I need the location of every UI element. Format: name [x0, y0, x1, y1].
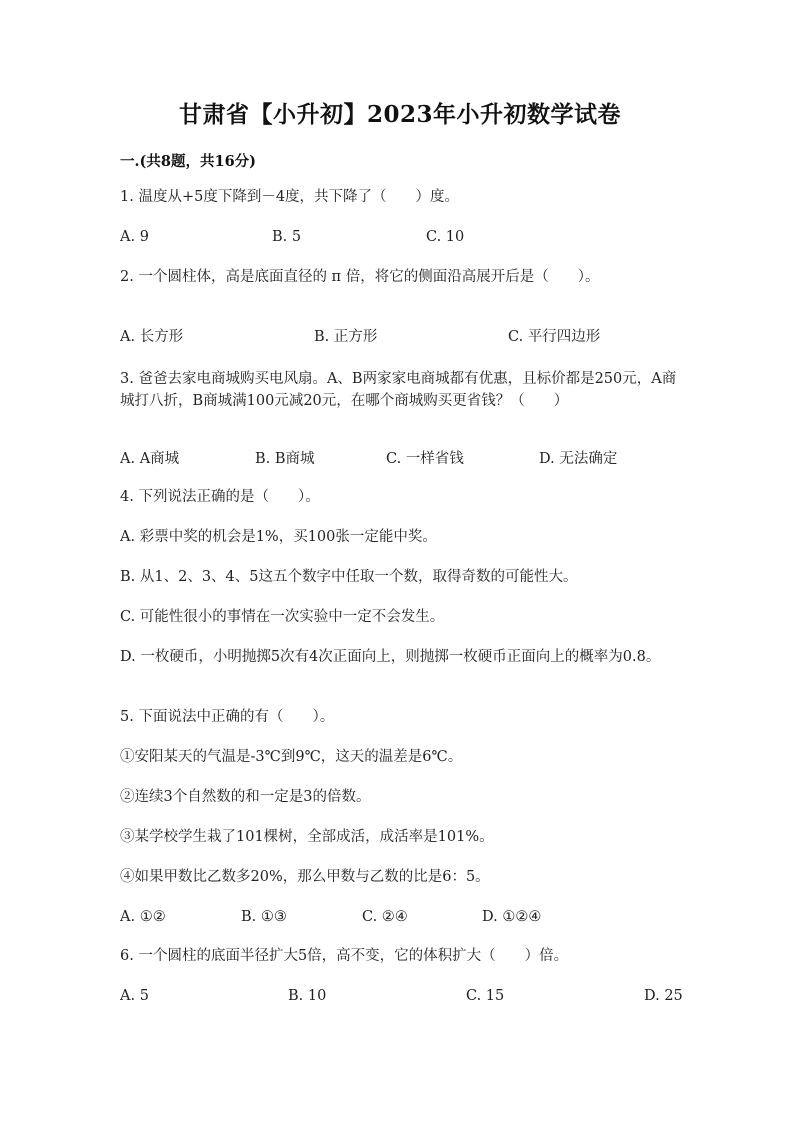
question-1-options: [120, 226, 680, 248]
question-6-stem: 6. 一个圆柱的底面半径扩大5倍，高不变，它的体积扩大（ ）倍。: [120, 948, 569, 964]
question-2-option-b: B. 正方形: [314, 329, 378, 345]
question-2-stem: 2. 一个圆柱体，高是底面直径的 π 倍，将它的侧面沿高展开后是（ ）。: [120, 269, 600, 285]
question-3-option-c: C. 一样省钱: [386, 451, 464, 467]
section-heading: 一.(共8题，共16分): [120, 153, 257, 170]
question-1-option-a: A. 9: [120, 229, 149, 245]
question-6-option-a: A. 5: [120, 988, 149, 1004]
question-5-option-d: D. ①②④: [482, 909, 542, 925]
question-5-statement-4: ④如果甲数比乙数多20%，那么甲数与乙数的比是6：5。: [120, 869, 490, 885]
question-4-option-c: C. 可能性很小的事情在一次实验中一定不会发生。: [120, 609, 445, 625]
question-4-option-a: A. 彩票中奖的机会是1%，买100张一定能中奖。: [120, 529, 437, 545]
question-6-option-b: B. 10: [288, 988, 327, 1004]
question-4-stem: 4. 下列说法正确的是（ ）。: [120, 489, 320, 505]
exam-title: 甘肃省【小升初】2023年小升初数学试卷: [178, 101, 621, 128]
question-5-statement-2: ②连续3个自然数的和一定是3的倍数。: [120, 789, 371, 805]
question-5-statement-3: ③某学校学生栽了101棵树，全部成活，成活率是101%。: [120, 829, 494, 845]
question-4-option-d: D. 一枚硬币，小明抛掷5次有4次正面向上，则抛掷一枚硬币正面向上的概率为0.8。: [120, 649, 661, 665]
question-5-options: [120, 906, 680, 928]
question-2-options: [120, 326, 680, 348]
question-5-stem: 5. 下面说法中正确的有（ ）。: [120, 709, 335, 725]
question-5-option-a: A. ①②: [120, 909, 166, 925]
question-6-options: [120, 985, 683, 1007]
question-1-stem: 1. 温度从+5度下降到－4度，共下降了（ ）度。: [120, 189, 460, 205]
question-3-option-b: B. B商城: [255, 451, 315, 467]
question-6-option-c: C. 15: [466, 988, 505, 1004]
question-5-statement-1: ①安阳某天的气温是-3℃到9℃，这天的温差是6℃。: [120, 749, 463, 765]
question-1-option-b: B. 5: [272, 229, 302, 245]
question-5-option-b: B. ①③: [241, 909, 287, 925]
question-5-option-c: C. ②④: [362, 909, 408, 925]
question-3-options: [120, 448, 680, 470]
question-2-option-c: C. 平行四边形: [508, 329, 601, 345]
question-6-option-d: D. 25: [644, 988, 683, 1004]
question-4-option-b: B. 从1、2、3、4、5这五个数字中任取一个数，取得奇数的可能性大。: [120, 569, 578, 585]
question-3-option-d: D. 无法确定: [539, 451, 618, 467]
question-1-option-c: C. 10: [426, 229, 465, 245]
question-2-option-a: A. 长方形: [120, 329, 184, 345]
question-3-stem: 3. 爸爸去家电商城购买电风扇。A、B两家家电商城都有优惠，且标价都是250元，A商城打八折，B商城满100元减20元，在哪个商城购买更省钱？（ ）: [120, 371, 677, 409]
question-3-option-a: A. A商城: [120, 451, 180, 467]
